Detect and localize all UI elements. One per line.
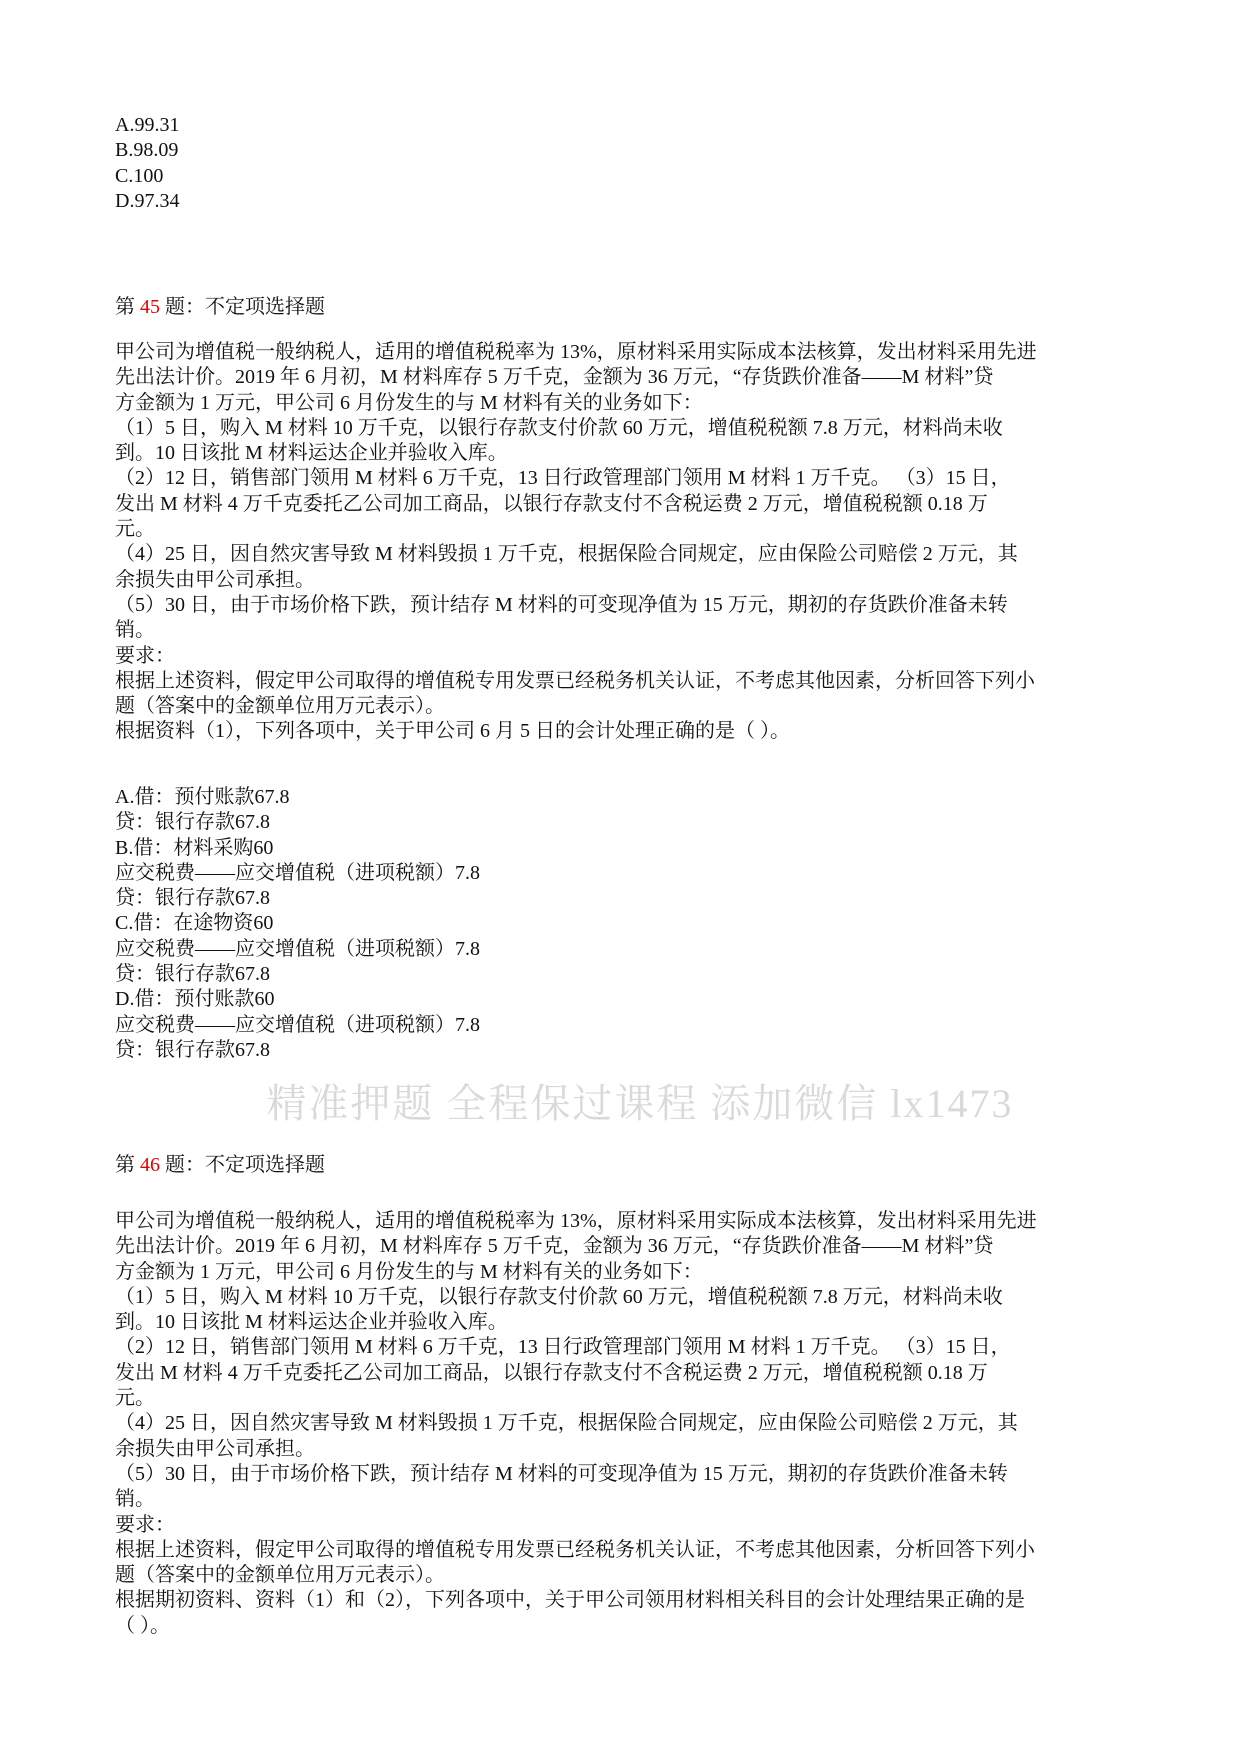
question-prefix: 第 [115, 296, 140, 318]
text-line: 发出 M 材料 4 万千克委托乙公司加工商品，以银行存款支付不含税运费 2 万元，增值税税额 0.18 万 [115, 492, 988, 515]
text-line: 余损失由甲公司承担。 [115, 1437, 315, 1460]
text-line: （5）30 日，由于市场价格下跌，预计结存 M 材料的可变现净值为 15 万元，期初的存货跌价准备未转 [115, 1462, 1008, 1485]
text-line: 方金额为 1 万元，甲公司 6 月份发生的与 M 材料有关的业务如下： [115, 391, 703, 414]
text-line: 题（答案中的金额单位用万元表示）。 [115, 695, 445, 718]
text-line: 余损失由甲公司承担。 [115, 568, 315, 591]
text-line: （1）5 日，购入 M 材料 10 万千克，以银行存款支付价款 60 万元，增值税税额 7.8 万元，材料尚未收 [115, 416, 1003, 439]
text-line: （2）12 日，销售部门领用 M 材料 6 万千克，13 日行政管理部门领用 M 材料 1 万千克。 （3）15 日， [115, 1336, 1011, 1359]
text-line: 甲公司为增值税一般纳税人，适用的增值税税率为 13%，原材料采用实际成本法核算，发出材料采用先进 [115, 341, 1037, 363]
text-line: B.98.09 [115, 139, 179, 162]
question-45-stem [115, 340, 1135, 745]
previous-question-options [115, 113, 1135, 214]
question-45-options [115, 785, 1135, 1063]
text-line: 题（答案中的金额单位用万元表示）。 [115, 1564, 445, 1587]
text-line: 销。 [115, 1488, 155, 1511]
question-number: 46 [140, 1154, 160, 1176]
text-line: B.借：材料采购60 [115, 836, 274, 859]
text-line: （5）30 日，由于市场价格下跌，预计结存 M 材料的可变现净值为 15 万元，期初的存货跌价准备未转 [115, 593, 1008, 616]
text-line: C.100 [115, 164, 164, 187]
text-line: 甲公司为增值税一般纳税人，适用的增值税税率为 13%，原材料采用实际成本法核算，发出材料采用先进 [115, 1210, 1037, 1232]
text-line: 先出法计价。2019 年 6 月初，M 材料库存 5 万千克，金额为 36 万元，“存货跌价准备——M 材料”贷 [115, 366, 994, 389]
text-line: 应交税费——应交增值税（进项税额）7.8 [115, 937, 480, 960]
text-line: 先出法计价。2019 年 6 月初，M 材料库存 5 万千克，金额为 36 万元，“存货跌价准备——M 材料”贷 [115, 1235, 994, 1258]
text-line: A.借：预付账款67.8 [115, 786, 290, 808]
question-type: 题：不定项选择题 [160, 296, 325, 318]
text-line: （1）5 日，购入 M 材料 10 万千克，以银行存款支付价款 60 万元，增值税税额 7.8 万元，材料尚未收 [115, 1285, 1003, 1308]
text-line: D.97.34 [115, 189, 180, 212]
text-line: 贷：银行存款67.8 [115, 963, 270, 986]
text-line: 应交税费——应交增值税（进项税额）7.8 [115, 861, 480, 884]
text-line: 根据期初资料、资料（1）和（2），下列各项中，关于甲公司领用材料相关科目的会计处理结果正确的是 [115, 1589, 1025, 1612]
text-line: 根据上述资料，假定甲公司取得的增值税专用发票已经税务机关认证，不考虑其他因素，分析回答下列小 [115, 669, 1035, 692]
text-line: C.借：在途物资60 [115, 912, 274, 935]
text-line: （4）25 日，因自然灾害导致 M 材料毁损 1 万千克，根据保险合同规定，应由保险公司赔偿 2 万元，其 [115, 543, 1018, 566]
text-line: D.借：预付账款60 [115, 988, 275, 1011]
text-line: （2）12 日，销售部门领用 M 材料 6 万千克，13 日行政管理部门领用 M 材料 1 万千克。 （3）15 日， [115, 467, 1011, 490]
text-line: 贷：银行存款67.8 [115, 811, 270, 834]
text-line: 元。 [115, 518, 155, 541]
text-line: 要求： [115, 1513, 175, 1536]
text-line: 根据资料（1），下列各项中，关于甲公司 6 月 5 日的会计处理正确的是（ ）。 [115, 720, 790, 743]
text-line: 销。 [115, 619, 155, 642]
question-type: 题：不定项选择题 [160, 1154, 325, 1176]
question-45-title [115, 294, 325, 320]
text-line: （ ）。 [115, 1614, 170, 1637]
text-line: 应交税费——应交增值税（进项税额）7.8 [115, 1013, 480, 1036]
text-line: 贷：银行存款67.8 [115, 887, 270, 910]
text-line: 发出 M 材料 4 万千克委托乙公司加工商品，以银行存款支付不含税运费 2 万元，增值税税额 0.18 万 [115, 1361, 988, 1384]
text-line: 元。 [115, 1387, 155, 1410]
watermark: 精准押题 全程保过课程 添加微信 lx1473 [266, 1081, 1014, 1126]
text-line: 方金额为 1 万元，甲公司 6 月份发生的与 M 材料有关的业务如下： [115, 1260, 703, 1283]
text-line: （4）25 日，因自然灾害导致 M 材料毁损 1 万千克，根据保险合同规定，应由保险公司赔偿 2 万元，其 [115, 1412, 1018, 1435]
question-46-title [115, 1152, 325, 1178]
text-line: 到。10 日该批 M 材料运达企业并验收入库。 [115, 1311, 508, 1334]
question-46-stem [115, 1209, 1135, 1639]
text-line: 根据上述资料，假定甲公司取得的增值税专用发票已经税务机关认证，不考虑其他因素，分析回答下列小 [115, 1538, 1035, 1561]
text-line: 到。10 日该批 M 材料运达企业并验收入库。 [115, 442, 508, 465]
text-line: 要求： [115, 644, 175, 667]
question-number: 45 [140, 296, 160, 318]
text-line: A.99.31 [115, 114, 180, 136]
text-line: 贷：银行存款67.8 [115, 1038, 270, 1061]
question-prefix: 第 [115, 1154, 140, 1176]
